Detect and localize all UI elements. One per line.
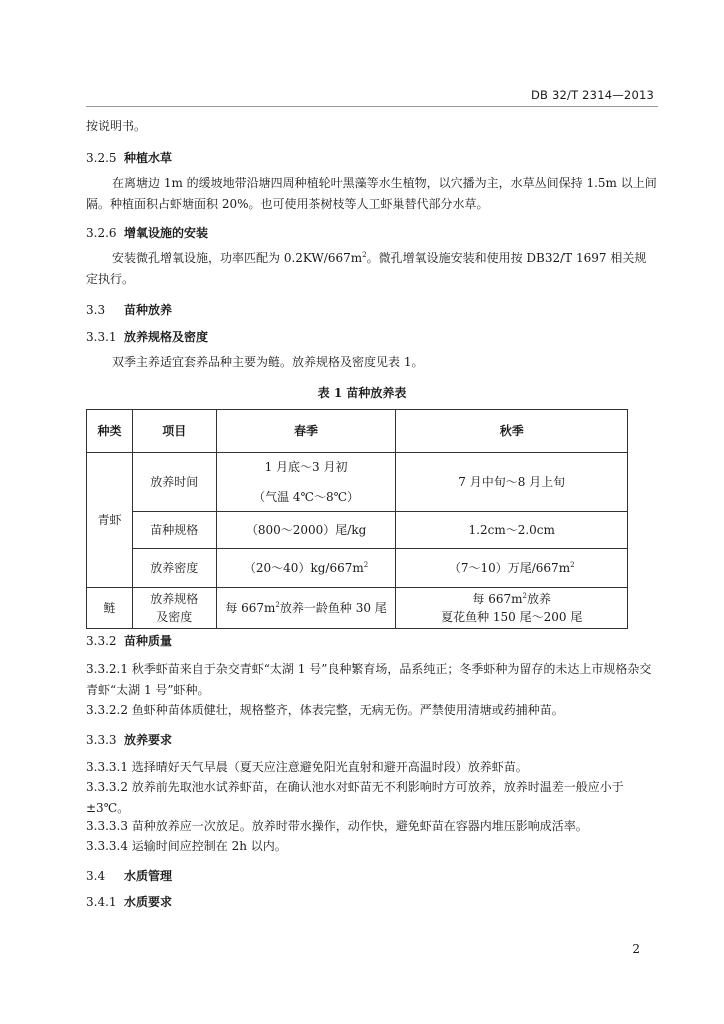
section-3-3-heading	[86, 301, 172, 318]
clause-3-3-3-1: 3.3.3.1 选择晴好天气早晨（夏天应注意避免阳光直射和避开高温时段）放养虾苗。	[86, 760, 528, 774]
table-cell-spring	[216, 453, 396, 512]
table-cell-spring	[216, 549, 396, 588]
superscript: 2	[570, 561, 575, 569]
section-3-2-6-heading	[86, 224, 208, 241]
section-3-4-heading	[86, 867, 172, 884]
table-header-item: 项目	[132, 410, 216, 453]
table-cell-autumn	[396, 549, 628, 588]
cell-text: 放养一龄鱼种 30 尾	[279, 601, 387, 615]
cell-text: 放养	[526, 592, 551, 606]
clause-3-3-2-1: 3.3.2.1 秋季虾苗来自于杂交青虾“太湖 1 号”良种繁育场，品系纯正；冬季虾种为留存的未达上市规格杂交青虾“太湖 1 号”虾种。	[86, 662, 652, 697]
table-cell-autumn	[396, 588, 628, 629]
table-caption: 表 1 苗种放养表	[317, 386, 407, 400]
cell-line: 及密度	[156, 610, 193, 624]
table-header-row	[87, 410, 628, 453]
section-number: 3.2.6	[86, 226, 117, 240]
table-header-species: 种类	[87, 410, 133, 453]
section-number: 3.3.2	[86, 634, 117, 648]
section-number: 3.4	[86, 869, 106, 883]
superscript: 2	[275, 601, 280, 609]
section-title: 苗种质量	[124, 634, 173, 648]
clause-3-3-3-2: 3.3.3.2 放养前先取池水试养虾苗，在确认池水对虾苗无不利影响时方可放养，放养时温差一般应小于±3℃。	[86, 780, 624, 815]
section-number: 3.3	[86, 303, 106, 317]
table-cell-item: 苗种规格	[132, 512, 216, 549]
section-title: 放养要求	[124, 733, 173, 747]
section-3-2-6-paragraph	[86, 248, 658, 290]
clause-3-3-3-3: 3.3.3.3 苗种放养应一次放足。放养时带水操作，动作快，避免虾苗在容器内堆压影响成活率。	[86, 819, 588, 833]
cell-text: 每 667m	[225, 601, 276, 615]
table-header-spring: 春季	[216, 410, 396, 453]
text-part: 安装微孔增氧设施，功率匹配为 0.2KW/667m	[112, 251, 363, 265]
page-number: 2	[632, 942, 640, 956]
table-header-autumn: 秋季	[396, 410, 628, 453]
section-3-3-2-heading	[86, 632, 172, 649]
table-cell-item: 放养密度	[132, 549, 216, 588]
table-cell-item	[132, 588, 216, 629]
section-3-3-1-heading	[86, 328, 208, 345]
table-row	[87, 588, 628, 629]
section-title: 增氧设施的安装	[124, 226, 209, 240]
header-divider	[86, 106, 658, 107]
section-3-2-5-heading	[86, 149, 172, 166]
cell-text: 每 667m	[472, 592, 523, 606]
table-cell-spring: （800～2000）尾/kg	[216, 512, 396, 549]
section-3-2-5-paragraph: 在离塘边 1m 的缓坡地带沿塘四周种植轮叶黑藻等水生植物，以穴播为主，水草丛间保持 1.5m 以上间隔。种植面积占虾塘面积 20%。也可使用茶树枝等人工虾巢替代部分水草。	[86, 176, 657, 211]
table-cell-species: 青虾	[87, 453, 133, 588]
clause-3-3-2-2: 3.3.2.2 鱼虾种苗体质健壮，规格整齐，体表完整，无病无伤。严禁使用清塘或药捕种苗。	[86, 703, 564, 717]
superscript: 2	[522, 592, 527, 600]
table-cell-autumn: 7 月中旬～8 月上旬	[396, 453, 628, 512]
standard-number: DB 32/T 2314—2013	[530, 88, 654, 102]
section-number: 3.3.1	[86, 330, 117, 344]
section-title: 放养规格及密度	[124, 330, 209, 344]
section-3-3-3-heading	[86, 731, 172, 748]
table-cell-spring	[216, 588, 396, 629]
cell-text: （7～10）万尾/667m	[448, 561, 571, 575]
section-title: 水质要求	[124, 895, 173, 909]
text-part: 。微孔增氧设施安装和使用按 DB32/T 1697 相关规定执行。	[86, 251, 647, 286]
table-cell-item: 放养时间	[132, 453, 216, 512]
stocking-table	[86, 409, 628, 629]
cell-text: （20～40）kg/667m	[243, 561, 364, 575]
continued-text: 按说明书。	[86, 119, 147, 133]
section-3-3-1-paragraph: 双季主养适宜套养品种主要为鲢。放养规格及密度见表 1。	[112, 355, 424, 369]
table-cell-autumn: 1.2cm～2.0cm	[396, 512, 628, 549]
section-number: 3.2.5	[86, 151, 117, 165]
cell-line: 1 月底～3 月初	[264, 460, 348, 474]
cell-line: （气温 4℃～8℃）	[253, 490, 360, 504]
section-3-4-1-heading	[86, 893, 172, 910]
table-row	[87, 453, 628, 512]
superscript: 2	[363, 561, 369, 569]
table-row	[87, 512, 628, 549]
superscript: 2	[362, 251, 367, 259]
section-number: 3.3.3	[86, 733, 117, 747]
clause-3-3-3-4: 3.3.3.4 运输时间应控制在 2h 以内。	[86, 839, 287, 853]
cell-line	[396, 590, 627, 608]
section-title: 苗种放养	[124, 303, 173, 317]
table-cell-species: 鲢	[87, 588, 133, 629]
table-row	[87, 549, 628, 588]
section-number: 3.4.1	[86, 895, 117, 909]
section-title: 种植水草	[124, 151, 173, 165]
cell-line: 夏花鱼种 150 尾～200 尾	[441, 610, 583, 624]
section-title: 水质管理	[124, 869, 173, 883]
cell-line: 放养规格	[150, 592, 199, 606]
